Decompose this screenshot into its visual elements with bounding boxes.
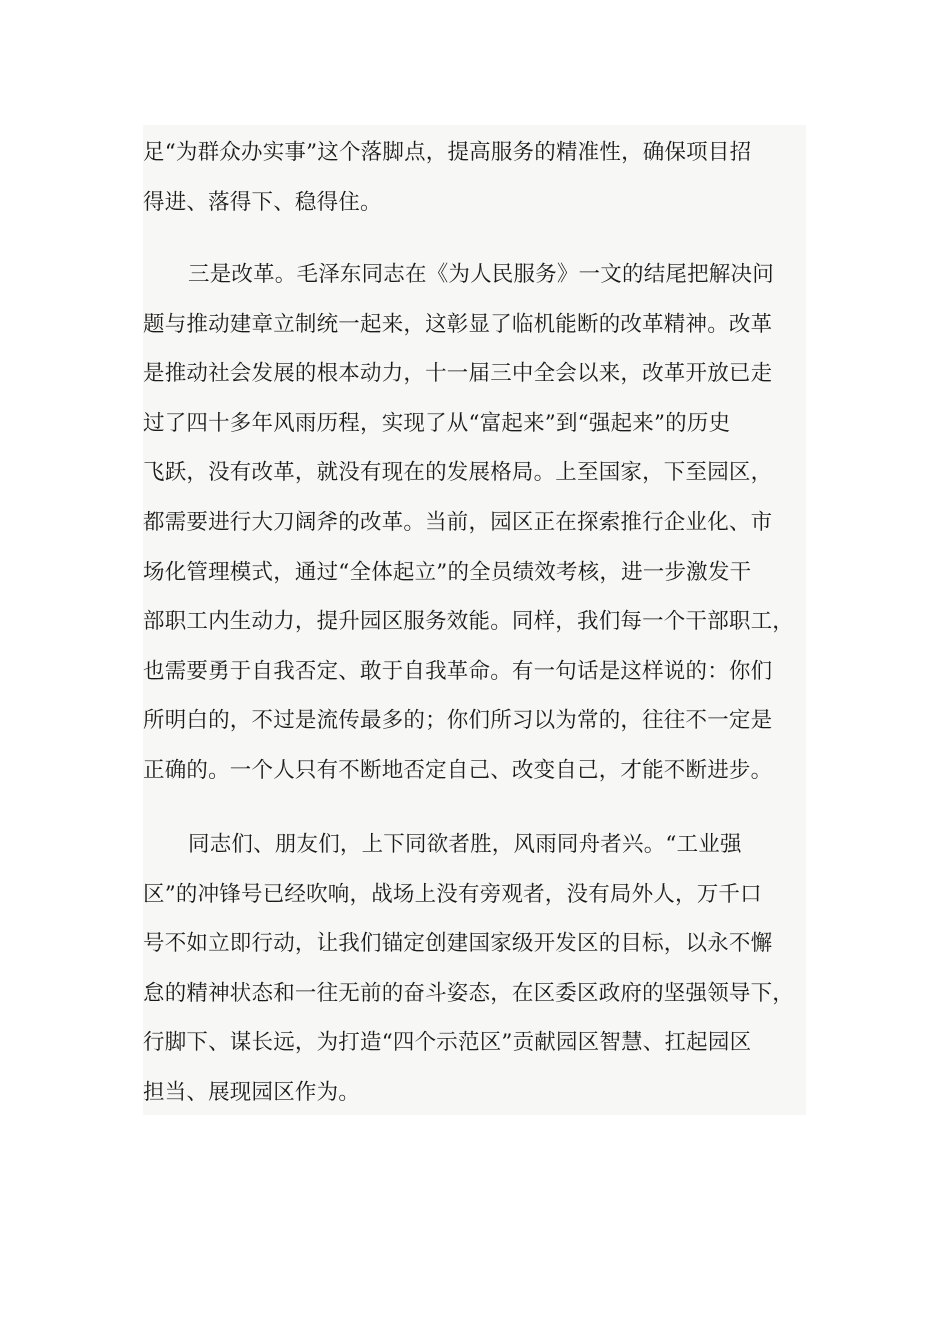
paragraph-2-line: 正确的。一个人只有不断地否定自己、改变自己，才能不断进步。 (143, 757, 773, 783)
paragraph-2-line: 三是改革。毛泽东同志在《为人民服务》一文的结尾把解决问 (188, 262, 774, 287)
paragraph-1-line: 得进、落得下、稳得住。 (143, 189, 382, 215)
paragraph-1 (143, 128, 823, 227)
paragraph-2-line: 所明白的，不过是流传最多的；你们所习以为常的，往往不一定是 (143, 708, 773, 734)
paragraph-2-line: 都需要进行大刀阔斧的改革。当前，园区正在探索推行企业化、市 (143, 509, 773, 535)
paragraph-1-line: 足“为群众办实事”这个落脚点，提高服务的精准性，确保项目招 (143, 140, 752, 165)
paragraph-3-line: 行脚下、谋长远，为打造“四个示范区”贡献园区智慧、扛起园区 (143, 1030, 752, 1056)
paragraph-3-line: 号不如立即行动，让我们锚定创建国家级开发区的目标，以永不懈 (143, 931, 773, 957)
paragraph-2-line: 题与推动建章立制统一起来，这彰显了临机能断的改革精神。改革 (143, 311, 773, 337)
paragraph-3 (143, 820, 823, 1118)
paragraph-2-line: 过了四十多年风雨历程，实现了从“富起来”到“强起来”的历史 (143, 410, 731, 436)
paragraph-2-line: 是推动社会发展的根本动力，十一届三中全会以来，改革开放已走 (143, 361, 773, 387)
paragraph-2 (143, 250, 823, 796)
paragraph-2-line: 场化管理模式，通过“全体起立”的全员绩效考核，进一步激发干 (143, 559, 752, 585)
paragraph-3-line: 同志们、朋友们，上下同欲者胜，风雨同舟者兴。“工业强 (188, 832, 742, 857)
paragraph-2-line: 也需要勇于自我否定、敢于自我革命。有一句话是这样说的：你们 (143, 658, 773, 684)
paragraph-3-line: 怠的精神状态和一往无前的奋斗姿态，在区委区政府的坚强领导下， (143, 980, 795, 1006)
paragraph-3-line: 区”的冲锋号已经吹响，战场上没有旁观者，没有局外人，万千口 (143, 881, 762, 907)
paragraph-2-line: 飞跃，没有改革，就没有现在的发展格局。上至国家，下至园区， (143, 460, 773, 486)
paragraph-2-line: 部职工内生动力，提升园区服务效能。同样，我们每一个干部职工， (143, 609, 795, 635)
paragraph-3-line: 担当、展现园区作为。 (143, 1079, 361, 1105)
text-block (143, 125, 806, 1115)
